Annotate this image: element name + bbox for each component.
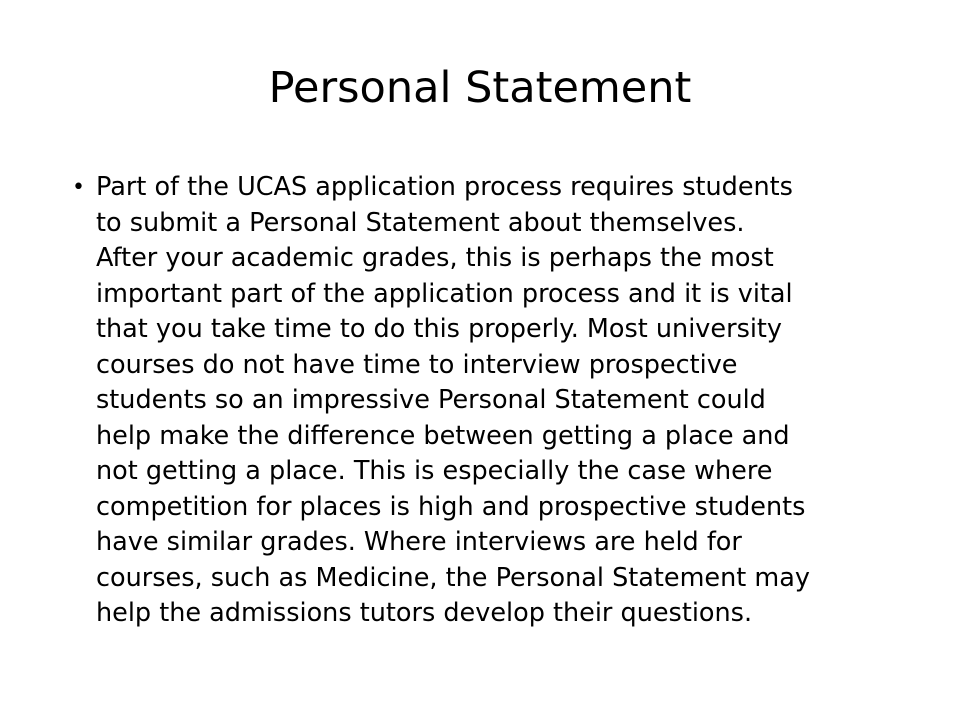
list-item xyxy=(72,170,916,632)
bullet-line: not getting a place. This is especially the case where xyxy=(96,456,773,486)
bullet-line: courses, such as Medicine, the Personal Statement may xyxy=(96,562,810,593)
bullet-icon: • xyxy=(72,175,85,200)
bullet-line: Part of the UCAS application process requires students xyxy=(96,172,793,202)
bullet-line: help make the difference between getting a place and xyxy=(96,420,790,451)
bullet-line: students so an impressive Personal Statement could xyxy=(96,385,766,415)
bullet-line: competition for places is high and prospective students xyxy=(96,491,806,522)
bullet-line: courses do not have time to interview prospective xyxy=(96,349,738,380)
bullet-list xyxy=(72,170,916,632)
bullet-text xyxy=(96,170,916,632)
bullet-line: help the admissions tutors develop their questions. xyxy=(96,598,753,628)
slide-title: Personal Statement xyxy=(268,63,692,113)
bullet-line: important part of the application process and it is vital xyxy=(96,278,793,309)
bullet-line: After your academic grades, this is perhaps the most xyxy=(96,243,774,273)
bullet-line: that you take time to do this properly. Most university xyxy=(96,314,783,344)
bullet-line: have similar grades. Where interviews are held for xyxy=(96,527,742,557)
bullet-line: to submit a Personal Statement about themselves. xyxy=(96,207,745,238)
